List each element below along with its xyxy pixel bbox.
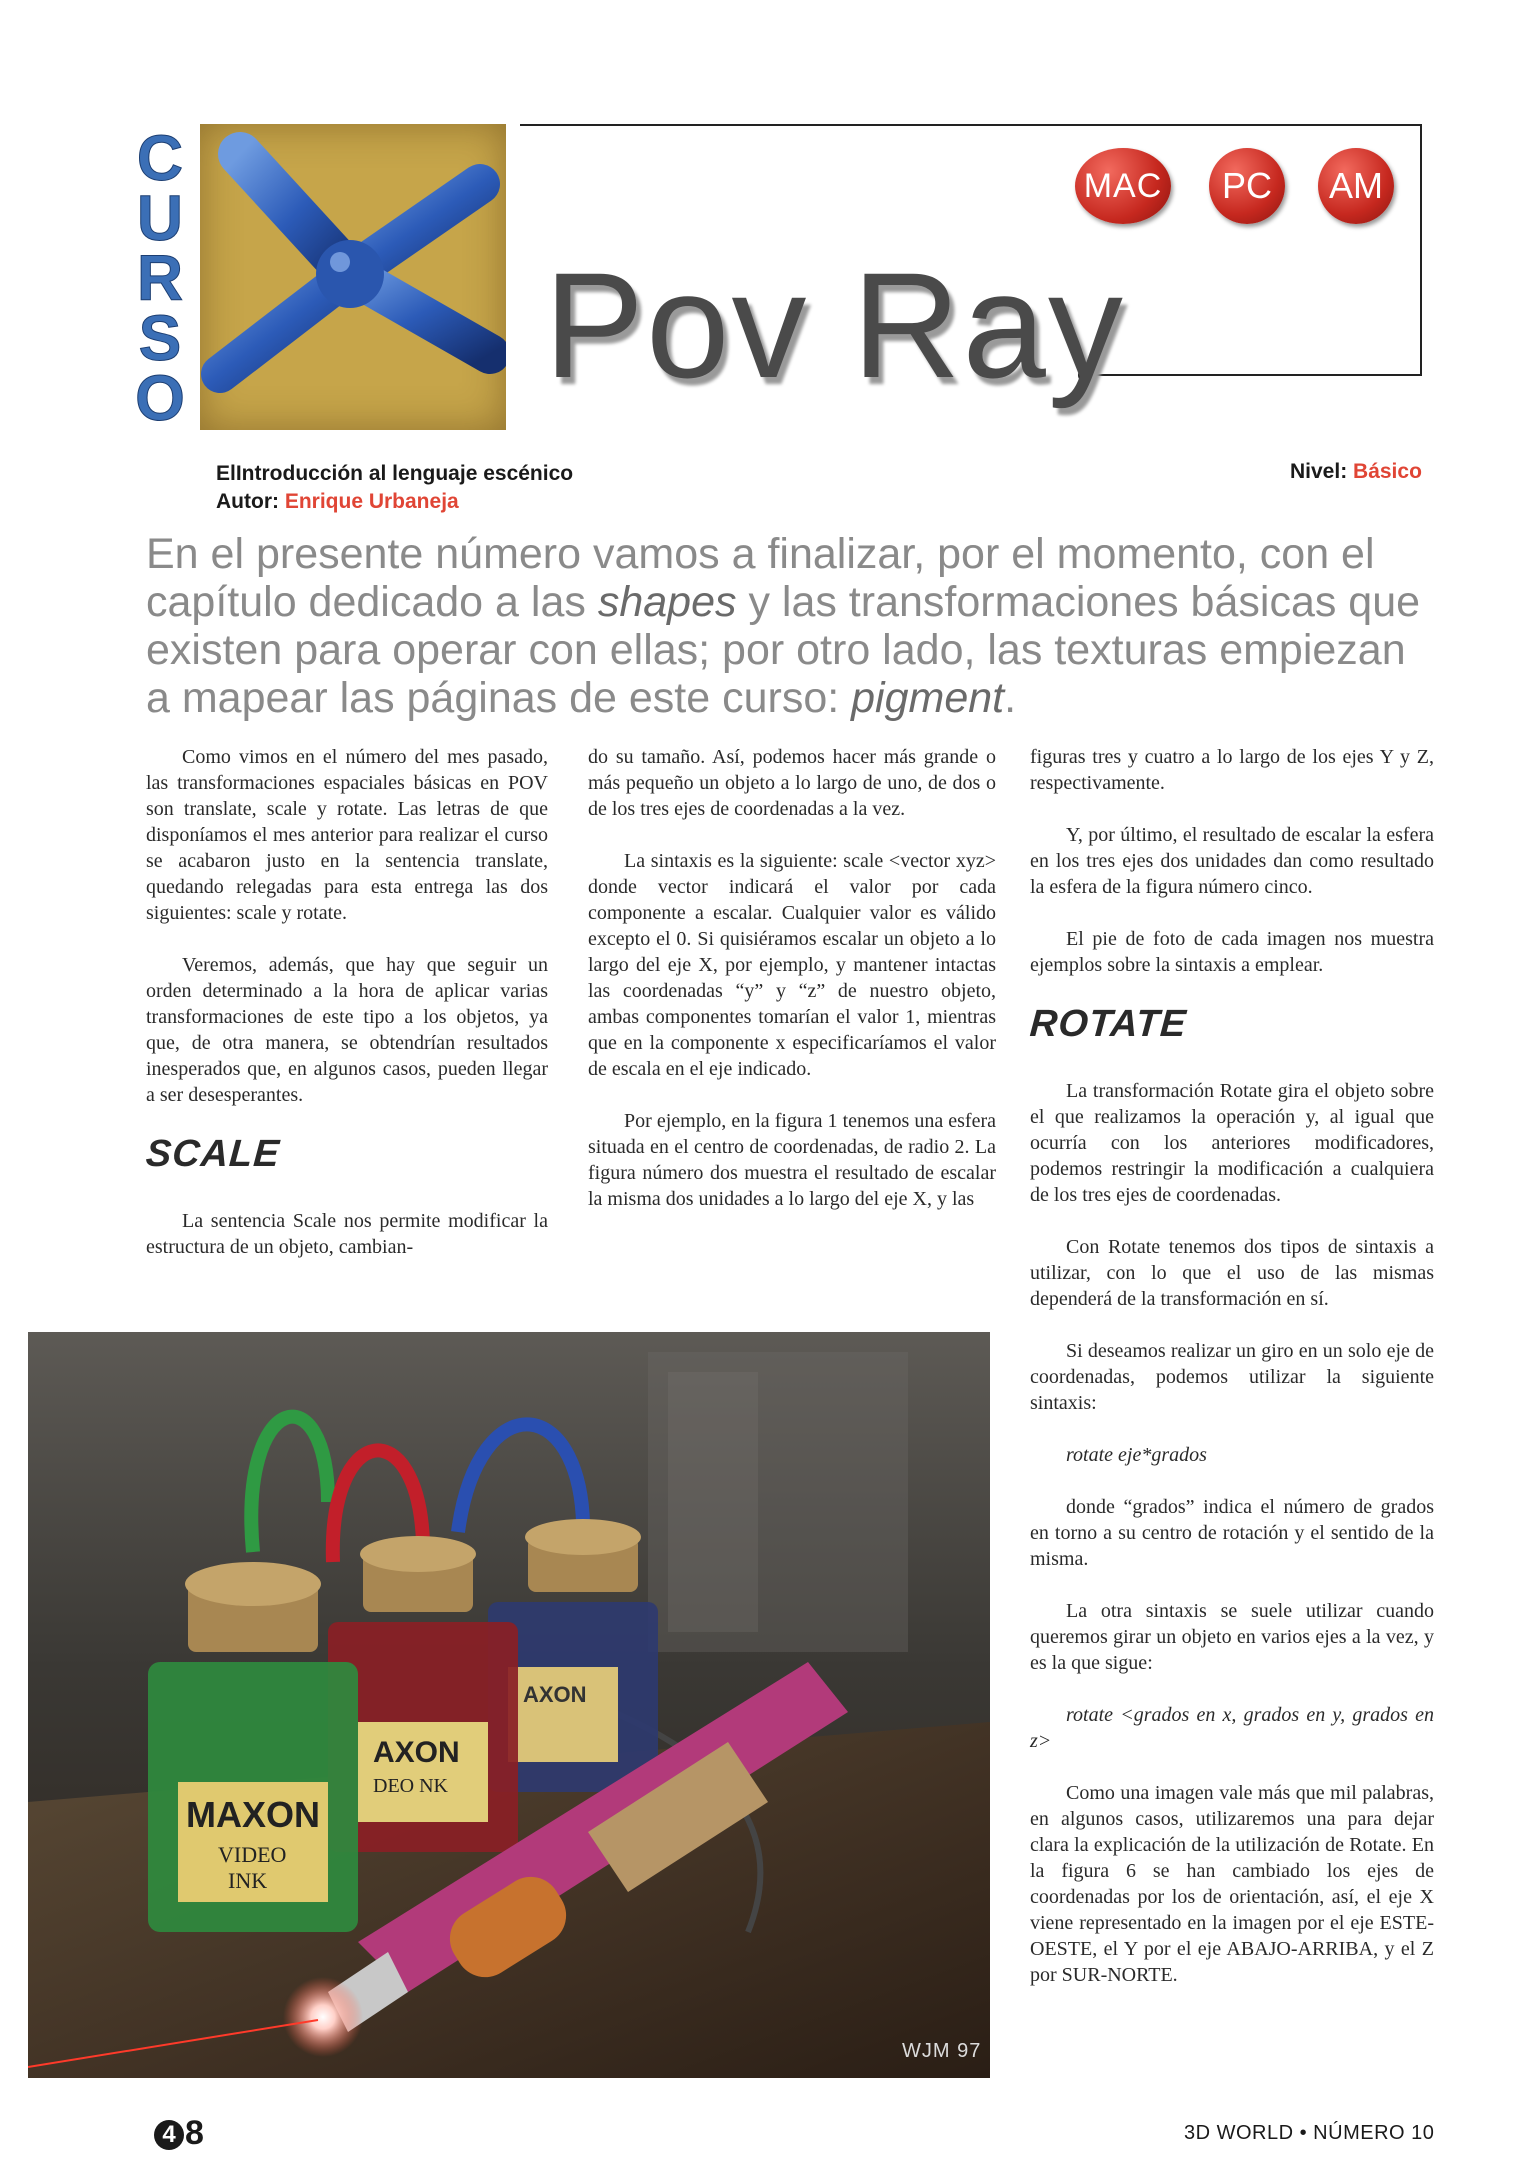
article-author [216, 488, 573, 516]
paragraph: do su tamaño. Así, podemos hacer más grande o más pequeño un objeto a lo largo de uno, de dos o de los tres ejes de coordenadas a la vez. [588, 746, 996, 820]
subtitle-text: Introducción al lenguaje escénico [235, 462, 574, 485]
lead-text: . [1004, 674, 1017, 722]
curso-letter: O [135, 362, 185, 434]
body-column-2 [588, 744, 996, 1238]
header-rule [520, 124, 1422, 126]
label-mid: AXON [373, 1736, 460, 1769]
paragraph: El pie de foto de cada imagen nos muestra ejemplos sobre la sintaxis a emplear. [1030, 928, 1434, 976]
code-sample: rotate eje*grados [1066, 1444, 1207, 1466]
label-sub1: VIDEO [218, 1842, 287, 1867]
lead-italic: shapes [597, 578, 737, 626]
header-rule [1420, 124, 1422, 376]
paragraph: La sentencia Scale nos permite modificar la estructura de un objeto, cambian- [146, 1210, 548, 1258]
axes-3d-icon [200, 124, 506, 430]
level-label: Nivel: [1290, 460, 1348, 483]
paragraph: donde “grados” indica el número de grados en torno a su centro de rotación y el sentido de la misma. [1030, 1496, 1434, 1570]
page-number [154, 2114, 204, 2153]
label-sub2: INK [228, 1868, 268, 1893]
platform-badge-mac: MAC [1075, 148, 1171, 224]
level-indicator [1290, 460, 1422, 484]
magazine-issue: 3D WORLD • NÚMERO 10 [1184, 2122, 1435, 2144]
page-number-circle: 4 [154, 2120, 184, 2150]
curso-letter: S [138, 302, 182, 374]
label-big: MAXON [186, 1794, 320, 1835]
platform-badge-am: AM [1318, 148, 1394, 224]
paragraph: Y, por último, el resultado de escalar la esfera en los tres ejes dos unidades dan como resultado la esfera de la figura número cinco. [1030, 824, 1434, 898]
paragraph: Veremos, además, que hay que seguir un orden determinado a la hora de aplicar varias transformaciones de este tipo a los objetos, ya que, de otra manera, se obtendrían resultados inesperados que, en algunos casos, pueden llegar a ser desesperantes. [146, 954, 548, 1106]
page-number-rest: 8 [185, 2114, 204, 2152]
paragraph: figuras tres y cuatro a lo largo de los ejes Y y Z, respectivamente. [1030, 746, 1434, 794]
image-signature: WJM 97 [902, 2040, 982, 2062]
paragraph: La otra sintaxis se suele utilizar cuando queremos girar un objeto en varios ejes a la vez, y es la que sigue: [1030, 1600, 1434, 1674]
body-column-1 [146, 744, 548, 1286]
article-meta [216, 460, 573, 516]
label-mid-sub: DEO NK [373, 1775, 448, 1797]
paragraph: Como una imagen vale más que mil palabras, en algunos casos, utilizaremos una para dejar clara la explicación de la utilización de Rotate. En la figura 6 se han cambiado los ejes de coordenadas por los de orientación, así, el eje X viene representado en la imagen por el eje ESTE-OESTE, el Y por el eje ABAJO-ARRIBA, y el Z por SUR-NORTE. [1030, 1782, 1434, 1986]
lead-text: En el presente número vamos a finalizar, por el momento, con el capítulo dedicado a las [146, 530, 1375, 626]
header-rule [1088, 374, 1422, 376]
paragraph: Como vimos en el número del mes pasado, las transformaciones espaciales básicas en POV son translate, scale y rotate. Las letras de que disponíamos el mes anterior para realizar el curso se acabaron justo en la sentencia translate, quedando relegadas para esta entrega las dos siguientes: scale y rotate. [146, 746, 548, 924]
body-column-3 [1030, 744, 1434, 2014]
lead-paragraph [146, 530, 1436, 722]
section-heading-scale: SCALE [144, 1133, 282, 1175]
author-label: Autor: [216, 490, 279, 513]
paragraph: Por ejemplo, en la figura 1 tenemos una esfera situada en el centro de coordenadas, de radio 2. La figura número dos muestra el resultado de escalar la misma dos unidades a lo largo del eje X, y las [588, 1110, 996, 1210]
code-sample: rotate <grados en x, grados en y, grados en z> [1030, 1704, 1434, 1752]
page-title: Pov Ray [544, 241, 1125, 409]
platform-badge-pc: PC [1209, 148, 1285, 224]
paragraph: La sintaxis es la siguiente: scale <vector xyz> donde vector indicará el valor por cada componente a escalar. Cualquier valor es válido excepto el 0. Si quisiéramos escalar un objeto a lo largo del eje X, por ejemplo, y mantener intactas las coordenadas “y” y “z” de nuestro objeto, ambas componentes tomarían el valor 1, mientras que en la componente x especificaríamos el valor de escala en el eje indicado. [588, 850, 996, 1080]
lead-italic: pigment [851, 674, 1005, 722]
curso-letter: R [136, 242, 184, 314]
section-heading-rotate: ROTATE [1028, 1003, 1189, 1045]
author-name: Enrique Urbaneja [284, 490, 459, 513]
label-back: AXON [523, 1682, 587, 1707]
paragraph: Si deseamos realizar un giro en un solo eje de coordenadas, podemos utilizar la siguiente sintaxis: [1030, 1340, 1434, 1414]
level-value: Básico [1353, 460, 1422, 483]
subtitle-prefix: El [216, 462, 236, 485]
curso-letter: C [136, 122, 184, 194]
article-subtitle [216, 460, 573, 488]
curso-vertical-label [130, 122, 190, 434]
paragraph: La transformación Rotate gira el objeto sobre el que realizamos la operación y, al igual que ocurría con los anteriores modificadores, podemos restringir la modificación a cualquiera de los tres ejes de coordenadas. [1030, 1080, 1434, 1206]
render-illustration [28, 1332, 990, 2078]
course-logo [200, 124, 506, 430]
paragraph: Con Rotate tenemos dos tipos de sintaxis a utilizar, con lo que el uso de las mismas dependerá de la transformación en sí. [1030, 1236, 1434, 1310]
ink-bottles-render [28, 1332, 990, 2078]
curso-letter: U [136, 182, 184, 254]
lead-text: y las transformaciones básicas que existen para operar con ellas; por otro lado, las texturas empiezan a mapear las páginas de este curso: [146, 578, 1421, 722]
